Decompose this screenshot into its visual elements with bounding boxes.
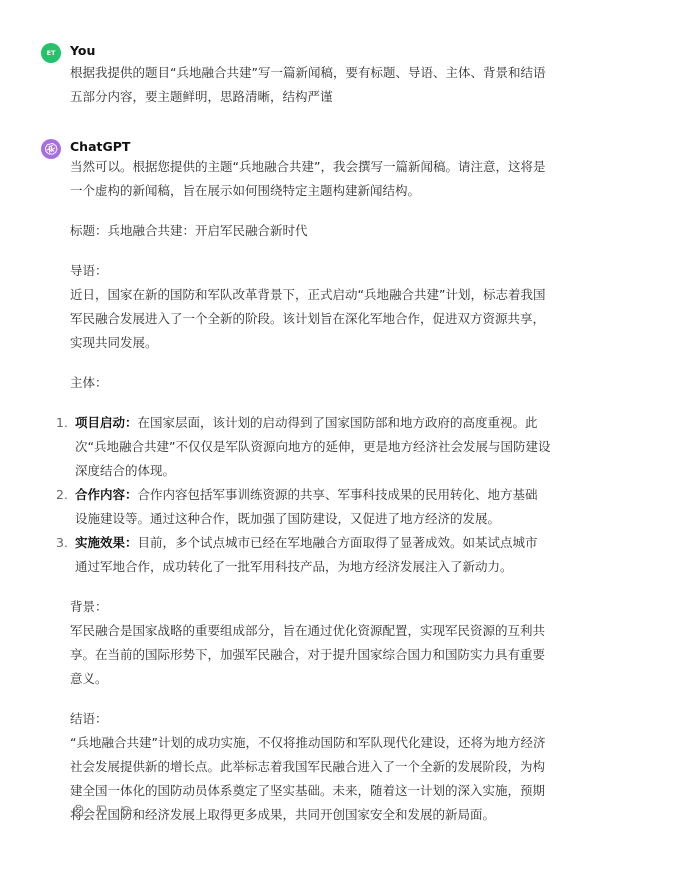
assistant-message-content xyxy=(56,155,570,827)
list-item-label: 项目启动： xyxy=(75,415,138,430)
list-item-number: 3. xyxy=(56,535,68,550)
thumbs-down-icon xyxy=(96,804,109,817)
list-item-text: 目前，多个试点城市已经在军地融合方面取得了显著成效。如某试点城市 通过军地合作，成功转化了一批军用科技产品，为地方经济发展注入了新动力。 xyxy=(75,535,538,574)
background-text: 军民融合是国家战略的重要组成部分，旨在通过优化资源配置，实现军民资源的互利共 享。在当前的国际形势下，加强军民融合，对于提升国家综合国力和国防实力具有重要 意义。 xyxy=(70,623,546,686)
lead-heading: 导语： xyxy=(70,263,108,278)
list-item-text: 合作内容包括军事训练资源的共享、军事科技成果的民用转化、地方基础 设施建设等。通过这种合作，既加强了国防建设，又促进了地方经济的发展。 xyxy=(75,487,538,526)
body-list xyxy=(56,411,570,579)
assistant-name: ChatGPT xyxy=(70,139,131,154)
chatgpt-logo-icon xyxy=(44,142,58,156)
chatgpt-avatar xyxy=(41,139,61,159)
message-actions xyxy=(70,802,134,818)
list-item-label: 合作内容： xyxy=(75,487,138,502)
news-title: 标题：兵地融合共建：开启军民融合新时代 xyxy=(70,223,308,238)
thumbs-down-button[interactable] xyxy=(94,802,110,818)
list-item-number: 1. xyxy=(56,415,68,430)
background-heading: 背景： xyxy=(70,599,108,614)
copy-button[interactable] xyxy=(70,802,86,818)
list-item-number: 2. xyxy=(56,487,68,502)
user-avatar xyxy=(41,43,61,63)
conclusion-text: “兵地融合共建”计划的成功实施，不仅将推动国防和军队现代化建设，还将为地方经济 社会发展提供新的增长点。此举标志着我国军民融合进入了一个全新的发展阶段，为构 建全国一体化的国防动员体系奠定了坚实基础。未来，随着这一计划的深入实施，预期 将会在国防和经济发展上取得更多成果，共同开创国家安全和发展的新局面。 xyxy=(70,735,546,822)
list-item xyxy=(56,411,570,483)
list-item xyxy=(56,531,570,579)
copy-icon xyxy=(72,804,85,817)
conclusion-heading: 结语： xyxy=(70,711,108,726)
regenerate-icon xyxy=(120,804,133,817)
body-heading: 主体： xyxy=(70,375,108,390)
lead-text: 近日，国家在新的国防和军队改革背景下，正式启动“兵地融合共建”计划，标志着我国 军民融合发展进入了一个全新的阶段。该计划旨在深化军地合作，促进双方资源共享， 实现共同发展。 xyxy=(70,287,546,350)
list-item-label: 实施效果： xyxy=(75,535,138,550)
user-name: You xyxy=(70,43,96,58)
list-item xyxy=(56,483,570,531)
user-avatar-initials: ET xyxy=(46,49,56,57)
regenerate-button[interactable] xyxy=(118,802,134,818)
list-item-text: 在国家层面，该计划的启动得到了国家国防部和地方政府的高度重视。此 次“兵地融合共建”不仅仅是军队资源向地方的延伸，更是地方经济社会发展与国防建设 深度结合的体现。 xyxy=(75,415,551,478)
assistant-intro: 当然可以。根据您提供的主题“兵地融合共建”，我会撰写一篇新闻稿。请注意，这将是 一个虚构的新闻稿，旨在展示如何围绕特定主题构建新闻结构。 xyxy=(70,159,546,198)
user-message-content xyxy=(70,61,570,109)
user-message-text: 根据我提供的题目“兵地融合共建”写一篇新闻稿，要有标题、导语、主体、背景和结语 五部分内容，要主题鲜明，思路清晰，结构严谨 xyxy=(70,65,546,104)
